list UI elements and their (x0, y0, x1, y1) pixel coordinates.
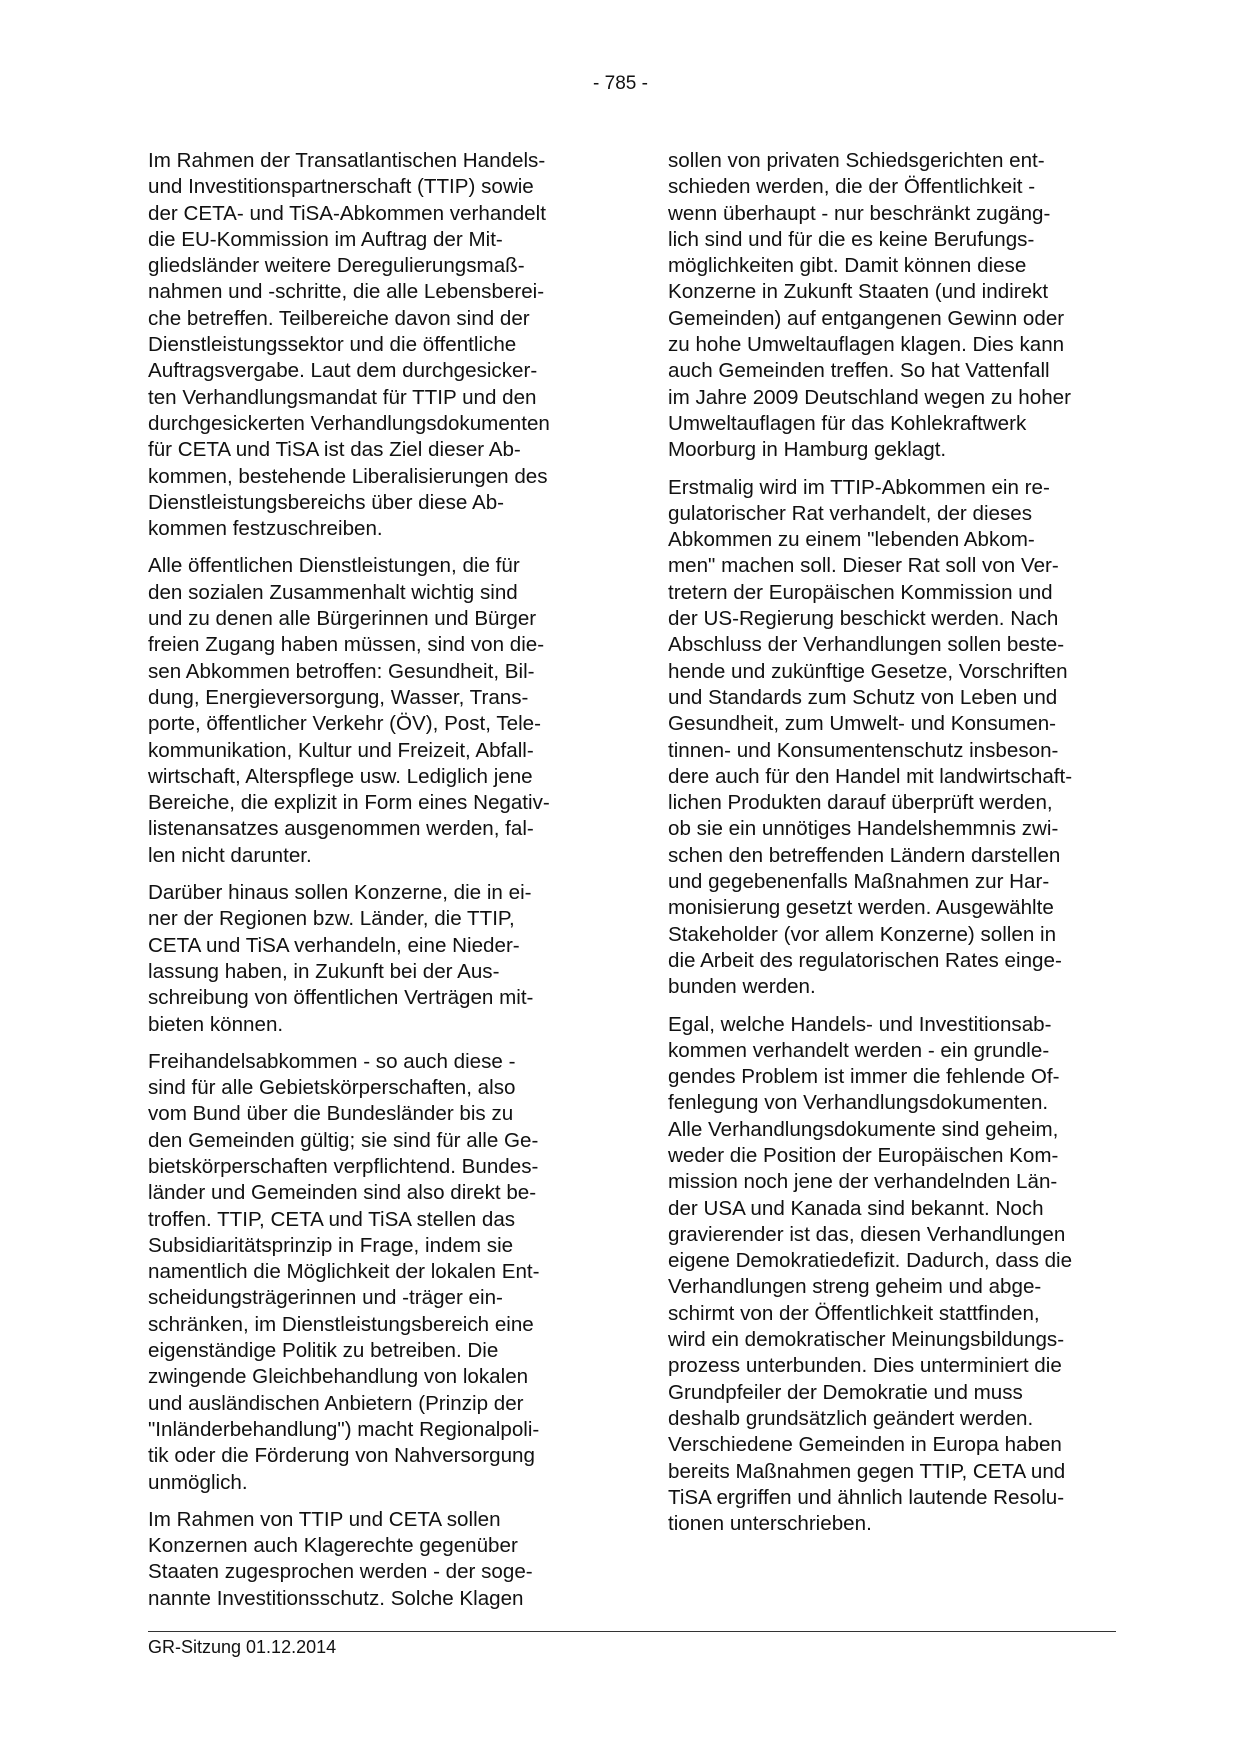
text-line: Bereiche, die explizit in Form eines Negativ- (148, 791, 550, 815)
text-line: wird ein demokratischer Meinungsbildungs- (668, 1328, 1065, 1352)
text-line: den Gemeinden gültig; sie sind für alle Ge- (148, 1128, 539, 1152)
text-line: Gemeinden) auf entgangenen Gewinn oder (668, 306, 1065, 330)
text-line: durchgesickerten Verhandlungsdokumenten (148, 411, 550, 435)
text-line: bietskörperschaften verpflichtend. Bundes- (148, 1154, 539, 1178)
text-line: sind für alle Gebietskörperschaften, also (148, 1076, 516, 1100)
text-line: nannte Investitionsschutz. Solche Klagen (148, 1586, 524, 1610)
text-line: Umweltauflagen für das Kohlekraftwerk (668, 411, 1027, 435)
text-line: tionen unterschrieben. (668, 1512, 872, 1536)
text-line: schreibung von öffentlichen Verträgen mit- (148, 986, 534, 1010)
text-line: mission noch jene der verhandelnden Län- (668, 1170, 1058, 1194)
text-line: weder die Position der Europäischen Kom- (668, 1143, 1059, 1167)
text-line: eigenständige Politik zu betreiben. Die (148, 1339, 499, 1363)
text-line: CETA und TiSA verhandeln, eine Nieder- (148, 933, 520, 957)
text-line: dung, Energieversorgung, Wasser, Trans- (148, 685, 529, 709)
text-line: Im Rahmen von TTIP und CETA sollen (148, 1507, 501, 1531)
paragraph (148, 148, 606, 542)
text-line: die EU-Kommission im Auftrag der Mit- (148, 227, 503, 251)
text-line: der US-Regierung beschickt werden. Nach (668, 607, 1059, 631)
text-line: vom Bund über die Bundesländer bis zu (148, 1102, 514, 1126)
text-line: schen den betreffenden Ländern darstellen (668, 843, 1061, 867)
text-line: ob sie ein unnötiges Handelshemmnis zwi- (668, 817, 1059, 841)
text-line: bunden werden. (668, 975, 816, 999)
text-line: che betreffen. Teilbereiche davon sind der (148, 306, 530, 330)
text-line: gendes Problem ist immer die fehlende Of- (668, 1065, 1060, 1089)
text-line: ner der Regionen bzw. Länder, die TTIP, (148, 907, 515, 931)
text-line: sen Abkommen betroffen: Gesundheit, Bil- (148, 659, 535, 683)
text-line: und ausländischen Anbietern (Prinzip der (148, 1391, 524, 1415)
text-line: kommen, bestehende Liberalisierungen des (148, 464, 548, 488)
text-line: troffen. TTIP, CETA und TiSA stellen das (148, 1207, 516, 1231)
text-line: unmöglich. (148, 1470, 248, 1494)
text-line: namentlich die Möglichkeit der lokalen Ent- (148, 1260, 540, 1284)
text-line: lassung haben, in Zukunft bei der Aus- (148, 959, 500, 983)
text-line: im Jahre 2009 Deutschland wegen zu hoher (668, 385, 1071, 409)
text-line: listenansatzes ausgenommen werden, fal- (148, 817, 534, 841)
text-line: und Investitionspartnerschaft (TTIP) sowie (148, 175, 534, 199)
text-line: nahmen und -schritte, die alle Lebensberei- (148, 280, 545, 304)
text-line: prozess unterbunden. Dies unterminiert die (668, 1354, 1062, 1378)
text-line: Subsidiaritätsprinzip in Frage, indem sie (148, 1233, 514, 1257)
text-line: kommunikation, Kultur und Freizeit, Abfall- (148, 738, 534, 762)
text-line: Moorburg in Hamburg geklagt. (668, 438, 947, 462)
text-line: Alle öffentlichen Dienstleistungen, die für (148, 554, 520, 578)
footer-divider (148, 1631, 1116, 1632)
text-line: wenn überhaupt - nur beschränkt zugäng- (668, 201, 1051, 225)
text-line: für CETA und TiSA ist das Ziel dieser Ab- (148, 438, 521, 462)
text-line: Staaten zugesprochen werden - der soge- (148, 1560, 533, 1584)
text-line: bereits Maßnahmen gegen TTIP, CETA und (668, 1459, 1066, 1483)
text-line: auch Gemeinden treffen. So hat Vattenfall (668, 359, 1050, 383)
text-line: Stakeholder (vor allem Konzerne) sollen in (668, 922, 1057, 946)
text-line: Gesundheit, zum Umwelt- und Konsumen- (668, 712, 1057, 736)
text-line: der CETA- und TiSA-Abkommen verhandelt (148, 201, 546, 225)
text-line: und Standards zum Schutz von Leben und (668, 685, 1058, 709)
text-line: tinnen- und Konsumentenschutz insbeson- (668, 738, 1059, 762)
text-line: gulatorischer Rat verhandelt, der dieses (668, 501, 1033, 525)
text-line: TiSA ergriffen und ähnlich lautende Resolu- (668, 1485, 1065, 1509)
text-line: gravierender ist das, diesen Verhandlungen (668, 1222, 1066, 1246)
text-line: Erstmalig wird im TTIP-Abkommen ein re- (668, 475, 1050, 499)
text-line: eigene Demokratiedefizit. Dadurch, dass die (668, 1249, 1073, 1273)
text-line: Dienstleistungssektor und die öffentliche (148, 333, 517, 357)
text-line: Dienstleistungsbereichs über diese Ab- (148, 490, 505, 514)
text-line: Konzerne in Zukunft Staaten (und indirekt (668, 280, 1049, 304)
text-line: den sozialen Zusammenhalt wichtig sind (148, 580, 518, 604)
text-line: und zu denen alle Bürgerinnen und Bürger (148, 607, 537, 631)
text-line: Darüber hinaus sollen Konzerne, die in ei- (148, 881, 532, 905)
paragraph (148, 553, 606, 869)
text-line: schirmt von der Öffentlichkeit stattfinden, (668, 1301, 1040, 1325)
text-line: zu hohe Umweltauflagen klagen. Dies kann (668, 333, 1065, 357)
paragraph (148, 880, 606, 1038)
text-line: ten Verhandlungsmandat für TTIP und den (148, 385, 537, 409)
text-line: lich sind und für die es keine Berufungs- (668, 227, 1035, 251)
text-line: Alle Verhandlungsdokumente sind geheim, (668, 1117, 1059, 1141)
text-line: men" machen soll. Dieser Rat soll von Ver- (668, 554, 1059, 578)
paragraph (668, 148, 1126, 464)
text-line: bieten können. (148, 1012, 284, 1036)
footer-text: GR-Sitzung 01.12.2014 (148, 1637, 337, 1657)
text-line: tretern der Europäischen Kommission und (668, 580, 1053, 604)
text-line: Egal, welche Handels- und Investitionsab- (668, 1012, 1052, 1036)
text-line: Verhandlungen streng geheim und abge- (668, 1275, 1042, 1299)
text-line: sollen von privaten Schiedsgerichten ent- (668, 149, 1045, 172)
text-line: Abkommen zu einem "lebenden Abkom- (668, 528, 1035, 552)
paragraph (148, 1049, 606, 1496)
text-line: Im Rahmen der Transatlantischen Handels- (148, 149, 546, 172)
text-line: Abschluss der Verhandlungen sollen beste- (668, 633, 1065, 657)
text-line: möglichkeiten gibt. Damit können diese (668, 254, 1027, 278)
paragraph (148, 1507, 606, 1612)
text-line: zwingende Gleichbehandlung von lokalen (148, 1365, 529, 1389)
text-line: lichen Produkten darauf überprüft werden, (668, 791, 1053, 815)
text-line: Konzernen auch Klagerechte gegenüber (148, 1534, 518, 1558)
text-line: scheidungsträgerinnen und -träger ein- (148, 1286, 503, 1310)
paragraph (668, 1012, 1126, 1538)
text-line: länder und Gemeinden sind also direkt be- (148, 1181, 537, 1205)
text-line: fenlegung von Verhandlungsdokumenten. (668, 1091, 1049, 1115)
page-number: - 785 - (593, 73, 648, 94)
text-line: die Arbeit des regulatorischen Rates einge- (668, 948, 1062, 972)
text-line: tik oder die Förderung von Nahversorgung (148, 1444, 535, 1468)
text-line: und gegebenenfalls Maßnahmen zur Har- (668, 870, 1050, 894)
text-line: "Inländerbehandlung") macht Regionalpoli- (148, 1417, 540, 1441)
text-line: hende und zukünftige Gesetze, Vorschriften (668, 659, 1068, 683)
text-line: kommen verhandelt werden - ein grundle- (668, 1038, 1050, 1062)
text-line: schränken, im Dienstleistungsbereich eine (148, 1312, 534, 1336)
text-line: wirtschaft, Alterspflege usw. Lediglich jene (148, 764, 533, 788)
text-line: Grundpfeiler der Demokratie und muss (668, 1380, 1023, 1404)
right-column (668, 148, 1126, 1548)
text-line: der USA und Kanada sind bekannt. Noch (668, 1196, 1044, 1220)
text-line: Auftragsvergabe. Laut dem durchgesicker- (148, 359, 538, 383)
text-line: Freihandelsabkommen - so auch diese - (148, 1049, 516, 1073)
text-line: porte, öffentlicher Verkehr (ÖV), Post, Tele- (148, 712, 541, 736)
text-line: deshalb grundsätzlich geändert werden. (668, 1406, 1034, 1430)
text-line: monisierung gesetzt werden. Ausgewählte (668, 896, 1054, 920)
text-line: kommen festzuschreiben. (148, 517, 383, 541)
paragraph (668, 475, 1126, 1001)
text-line: schieden werden, die der Öffentlichkeit - (668, 175, 1036, 199)
text-line: len nicht darunter. (148, 843, 312, 867)
text-line: Verschiedene Gemeinden in Europa haben (668, 1433, 1062, 1457)
left-column (148, 148, 606, 1623)
text-line: freien Zugang haben müssen, sind von die- (148, 633, 545, 657)
text-line: gliedsländer weitere Deregulierungsmaß- (148, 254, 525, 278)
text-line: dere auch für den Handel mit landwirtschaft- (668, 764, 1073, 788)
